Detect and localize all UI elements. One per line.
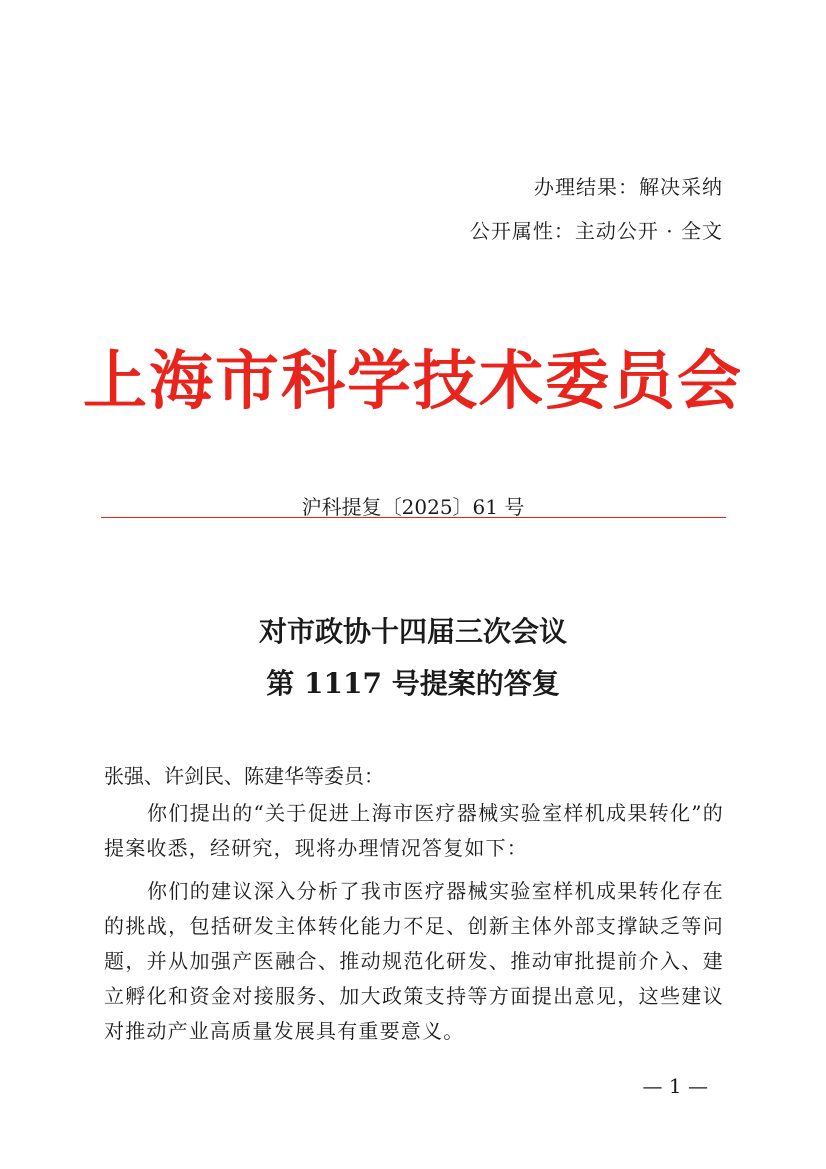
- page-number: — 1 —: [642, 1074, 708, 1098]
- disclosure-attribute: 公开属性：主动公开 · 全文: [469, 219, 723, 243]
- body-paragraph-1: 你们提出的“关于促进上海市医疗器械实验室样机成果转化”的提案收悉，经研究，现将办理情况答复如下：: [104, 801, 724, 860]
- document-title-line-1: 对市政协十四届三次会议: [258, 615, 567, 648]
- issuing-organization-header: 上海市科学技术委员会: [83, 344, 743, 419]
- document-title-line-2: 第 1117 号提案的答复: [266, 667, 560, 700]
- document-number: 沪科提复〔2025〕61 号: [301, 495, 525, 519]
- body-paragraph-2: 你们的建议深入分析了我市医疗器械实验室样机成果转化存在的挑战，包括研发主体转化能力不足、创新主体外部支撑缺乏等问题，并从加强产医融合、推动规范化研发、推动审批提前介入、建立孵化和资金对接服务、加大政策支持等方面提出意见，这些建议对推动产业高质量发展具有重要意义。: [104, 879, 724, 1043]
- handling-result: 办理结果：解决采纳: [534, 175, 723, 199]
- red-divider-line: [101, 517, 726, 518]
- salutation: 张强、许剑民、陈建华等委员：: [104, 764, 384, 788]
